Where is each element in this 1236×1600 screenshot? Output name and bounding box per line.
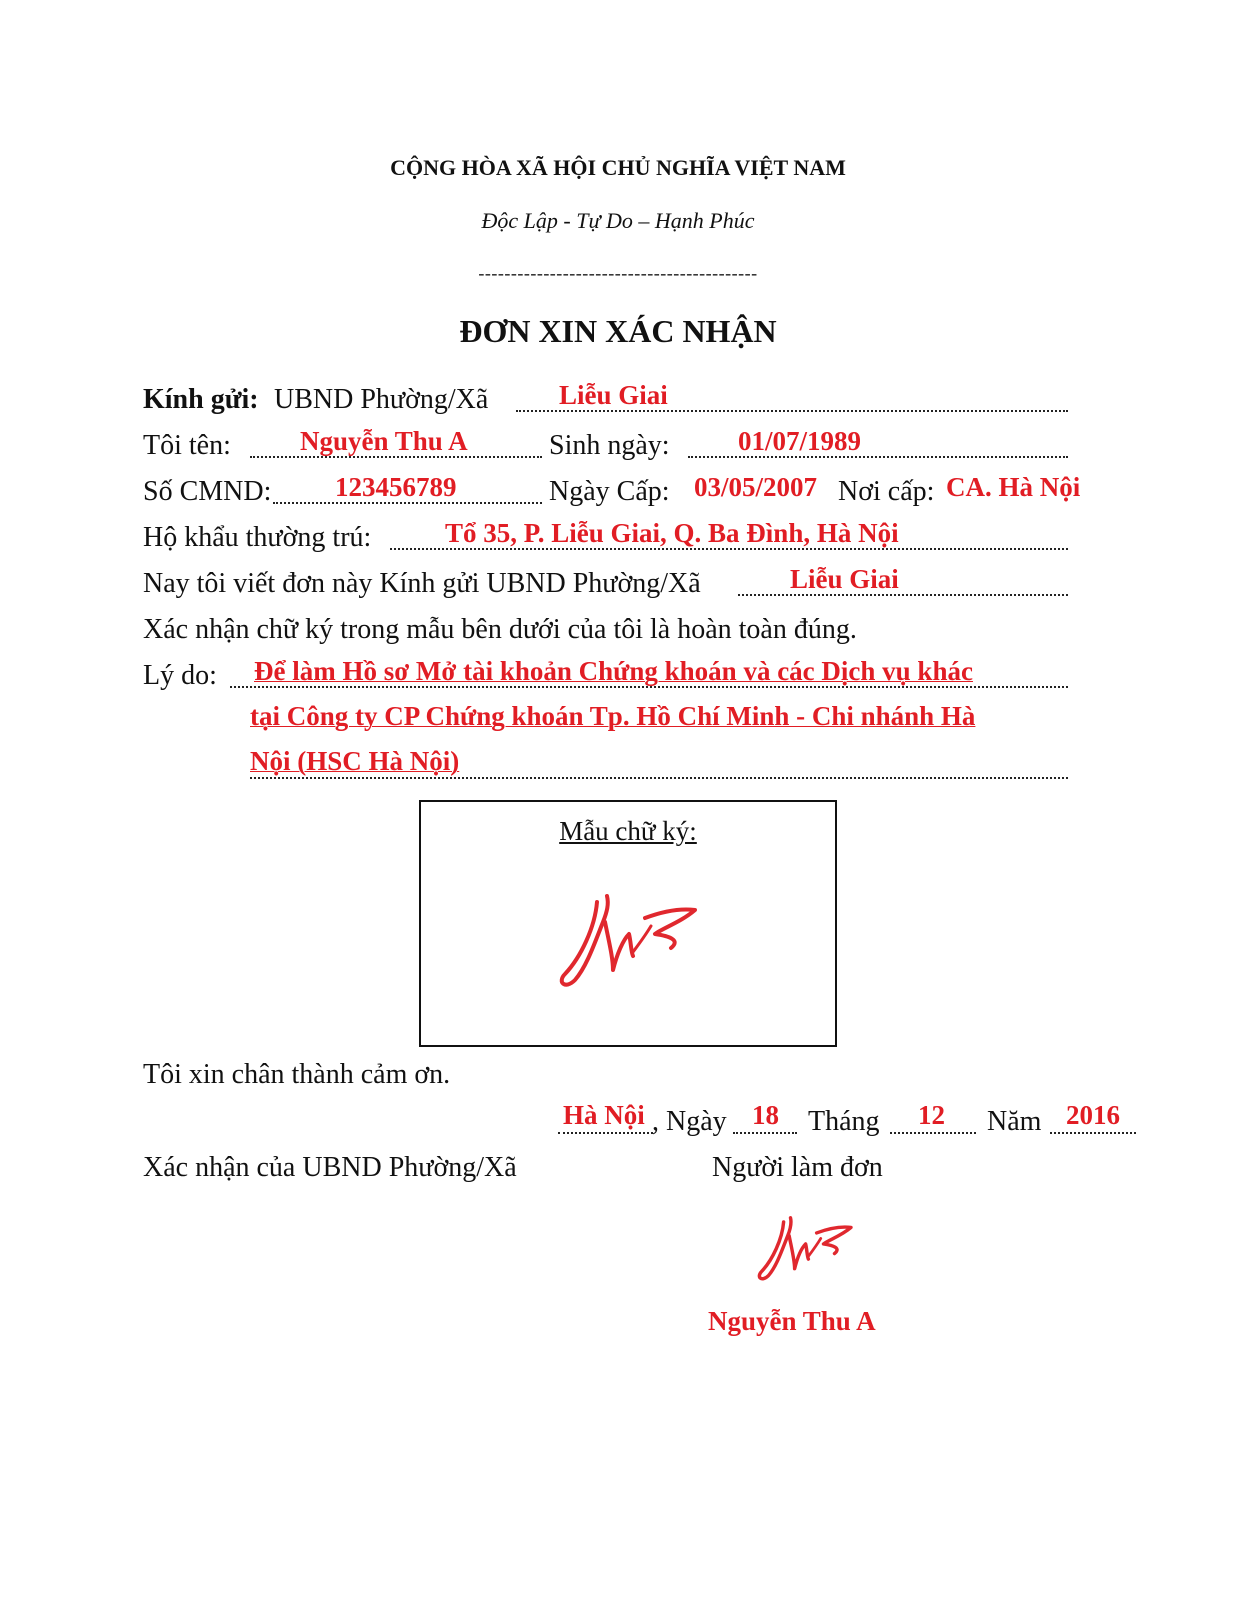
motto: Độc Lập - Tự Do – Hạnh Phúc [481, 208, 755, 233]
recipient-org: UBND Phường/Xã [274, 384, 489, 415]
year-dotted-line [1050, 1132, 1136, 1134]
signature-sample-box [419, 800, 837, 1047]
month-value: 12 [918, 1100, 945, 1130]
recipient-value: Liễu Giai [559, 380, 668, 410]
thanks-text: Tôi xin chân thành cảm ơn. [143, 1059, 451, 1090]
day-dotted-line [733, 1132, 797, 1134]
day-value: 18 [752, 1100, 779, 1130]
reason-line-2: tại Công ty CP Chứng khoán Tp. Hồ Chí Minh - Chi nhánh Hà [250, 701, 976, 731]
applicant-signature-image [752, 1206, 862, 1286]
issue-date-label: Ngày Cấp: [549, 476, 670, 507]
ward-confirm-label: Xác nhận của UBND Phường/Xã [143, 1152, 517, 1183]
dob-value: 01/07/1989 [738, 426, 862, 456]
year-label: Năm [987, 1106, 1042, 1137]
name-value: Nguyễn Thu A [300, 426, 468, 456]
signature-sample-title: Mẫu chữ ký: [559, 816, 697, 846]
nation-heading: CỘNG HÒA XÃ HỘI CHỦ NGHĨA VIỆT NAM [390, 155, 846, 180]
residence-value: Tổ 35, P. Liễu Giai, Q. Ba Đình, Hà Nội [445, 518, 899, 548]
day-label: , Ngày [652, 1106, 727, 1137]
reason-line-1: Để làm Hồ sơ Mở tài khoản Chứng khoán và các Dịch vụ khác [254, 656, 973, 686]
id-label: Số CMND: [143, 476, 272, 507]
issue-place-value: CA. Hà Nội [946, 472, 1081, 502]
applicant-label: Người làm đơn [712, 1152, 883, 1183]
confirm-text: Xác nhận chữ ký trong mẫu bên dưới của tôi là hoàn toàn đúng. [143, 614, 857, 645]
issue-place-label: Nơi cấp: [838, 476, 935, 507]
id-value: 123456789 [335, 472, 457, 502]
month-dotted-line [890, 1132, 976, 1134]
reason-dotted-line-3 [250, 777, 1068, 779]
month-label: Tháng [808, 1106, 880, 1137]
issue-date-value: 03/05/2007 [694, 472, 818, 502]
residence-label: Hộ khẩu thường trú: [143, 522, 372, 553]
year-value: 2016 [1066, 1100, 1120, 1130]
request-value: Liễu Giai [790, 564, 899, 594]
applicant-name: Nguyễn Thu A [708, 1306, 876, 1336]
place-value: Hà Nội [563, 1100, 645, 1130]
signature-sample-image [551, 882, 711, 992]
reason-line-3: Nội (HSC Hà Nội) [250, 746, 460, 776]
header-divider: ------------------------------------------- [478, 263, 758, 283]
recipient-label: Kính gửi: [143, 384, 259, 415]
request-label: Nay tôi viết đơn này Kính gửi UBND Phường/Xã [143, 568, 701, 599]
name-label: Tôi tên: [143, 430, 231, 461]
place-dotted-line [558, 1132, 653, 1134]
request-dotted-line [738, 594, 1068, 596]
reason-label: Lý do: [143, 660, 217, 691]
dob-label: Sinh ngày: [549, 430, 670, 461]
page-title: ĐƠN XIN XÁC NHẬN [459, 313, 777, 349]
